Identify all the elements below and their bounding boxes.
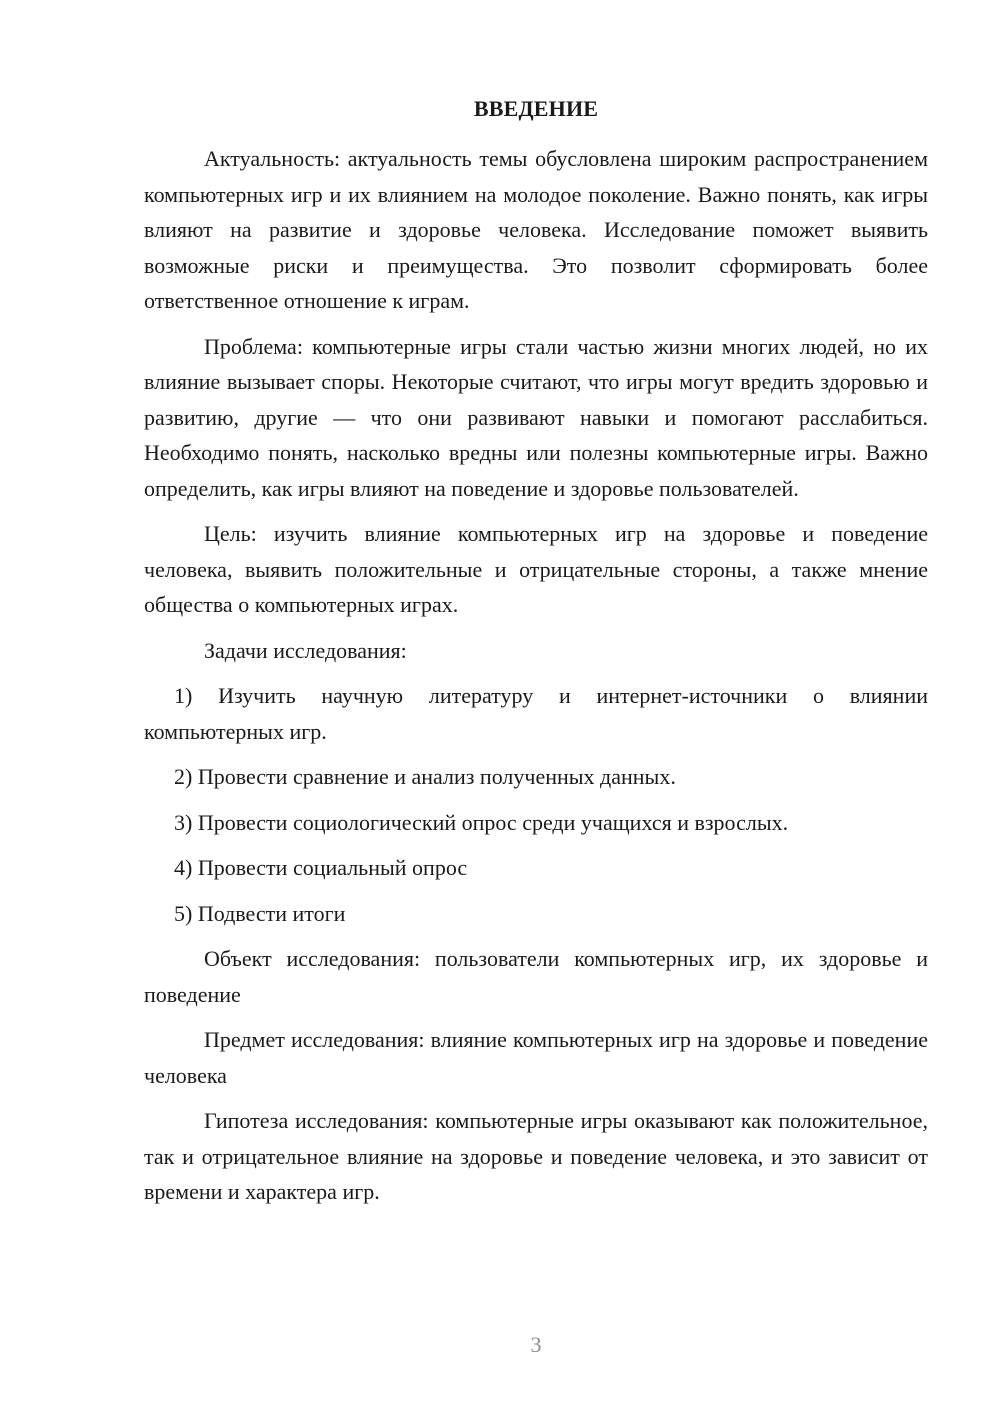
page-title: ВВЕДЕНИЕ — [473, 96, 599, 121]
task-item: 2) Провести сравнение и анализ полученных данных. — [174, 764, 676, 789]
paragraph-object: Объект исследования: пользователи компьютерных игр, их здоровье и поведение — [144, 946, 928, 1007]
paragraph-goal: Цель: изучить влияние компьютерных игр на здоровье и поведение человека, выявить положительные и отрицательные стороны, а также мнение общества о компьютерных играх. — [144, 521, 928, 617]
task-item: 3) Провести социологический опрос среди учащихся и взрослых. — [174, 809, 789, 835]
page-number: 3 — [530, 1332, 542, 1357]
document-body — [144, 141, 928, 1220]
paragraph-hypothesis: Гипотеза исследования: компьютерные игры оказывают как положительное, так и отрицательное влияние на здоровье и поведение человека, и это зависит от времени и характера игр. — [144, 1108, 928, 1204]
paragraph-subject: Предмет исследования: влияние компьютерных игр на здоровье и поведение человека — [144, 1027, 928, 1088]
task-item: 5) Подвести итоги — [174, 900, 346, 926]
paragraph-problem: Проблема: компьютерные игры стали частью жизни многих людей, но их влияние вызывает споры. Некоторые считают, что игры могут вредить здоровью и развитию, другие — что они развивают навыки и помогают расслабиться. Необходимо понять, насколько вредны или полезны компьютерные игры. Важно определить, как игры влияют на поведение и здоровье пользователей. — [144, 333, 928, 501]
task-item: 1) Изучить научную литературу и интернет-источники о влиянии компьютерных игр. — [144, 683, 928, 744]
tasks-title: Задачи исследования: — [204, 637, 407, 663]
task-item: 4) Провести социальный опрос — [174, 855, 468, 880]
paragraph-relevance: Актуальность: актуальность темы обусловлена широким распространением компьютерных игр и их влиянием на молодое поколение. Важно понять, как игры влияют на развитие и здоровье человека. Исследование поможет выявить возможные риски и преимущества. Это позволит сформировать более ответственное отношение к играм. — [144, 146, 928, 313]
